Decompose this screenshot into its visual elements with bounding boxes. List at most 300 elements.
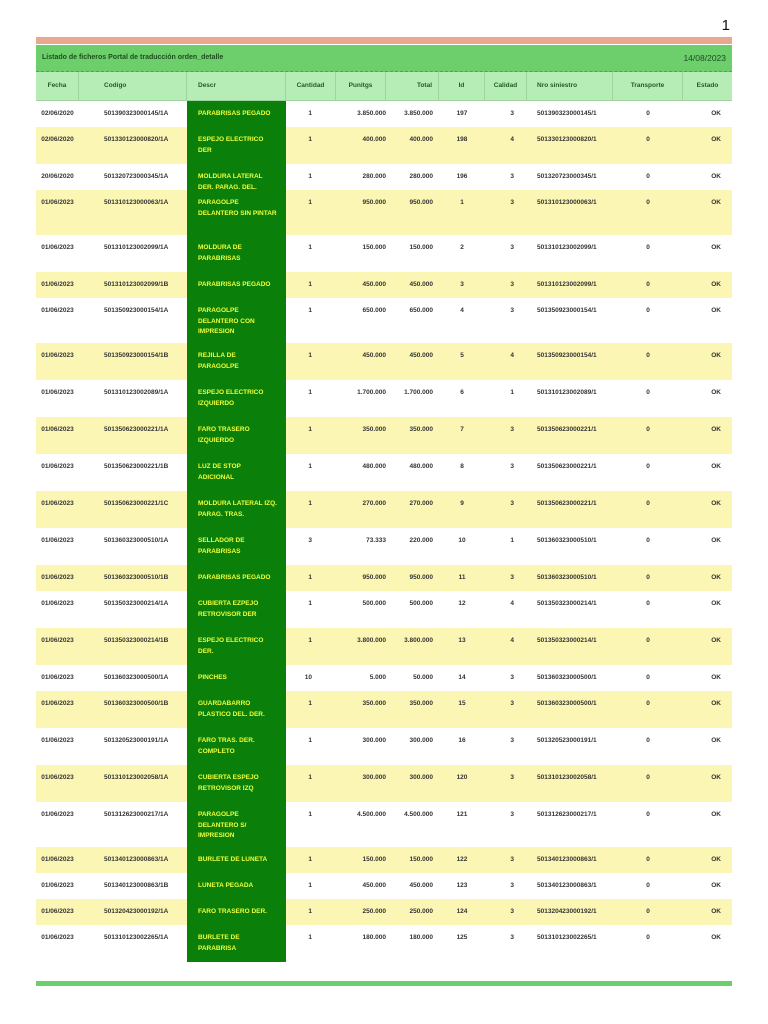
cell-codigo: 501350623000221/1B [104,463,169,470]
cell-descr: CUBIERTA EZPEJO RETROVISOR DER [187,591,286,628]
cell-cantidad: 1 [308,173,312,180]
table-row [36,417,732,454]
col-header-nro-siniestro: Nro siniestro [527,72,613,100]
cell-punitgs: 350.000 [362,700,386,707]
cell-id: 2 [460,244,464,251]
cell-calidad: 3 [510,426,514,433]
cell-descr: SELLADOR DE PARABRISAS [187,528,286,565]
cell-punitgs: 270.000 [362,500,386,507]
cell-codigo: 501350923000154/1B [104,352,169,359]
cell-calidad: 3 [510,463,514,470]
cell-nro-siniestro: 501310123002265/1 [537,934,597,941]
cell-calidad: 3 [510,674,514,681]
cell-descr: LUZ DE STOP ADICIONAL [187,454,286,491]
cell-punitgs: 4.500.000 [357,811,386,818]
cell-id: 12 [458,600,466,607]
table-row [36,565,732,591]
cell-descr: MOLDURA LATERAL DER. PARAG. DEL. [187,164,286,190]
cell-fecha: 01/06/2023 [41,882,74,889]
cell-descr: REJILLA DE PARAGOLPE [187,343,286,380]
cell-codigo: 501310123002265/1A [104,934,169,941]
cell-codigo: 501310123002099/1B [104,281,169,288]
col-header-transporte: Transporte [613,72,683,100]
cell-calidad: 3 [510,173,514,180]
cell-id: 11 [458,574,466,581]
cell-id: 123 [456,882,468,889]
cell-id: 5 [460,352,464,359]
cell-id: 10 [458,537,466,544]
cell-cantidad: 1 [308,426,312,433]
cell-punitgs: 480.000 [362,463,386,470]
cell-punitgs: 500.000 [362,600,386,607]
cell-transporte: 0 [646,389,650,396]
cell-total: 250.000 [409,908,433,915]
cell-fecha: 01/06/2023 [41,811,74,818]
cell-punitgs: 950.000 [362,574,386,581]
cell-total: 350.000 [409,700,433,707]
cell-fecha: 01/06/2023 [41,600,74,607]
cell-calidad: 3 [510,110,514,117]
cell-fecha: 01/06/2023 [41,244,74,251]
cell-punitgs: 450.000 [362,281,386,288]
table-row [36,628,732,665]
cell-estado: OK [711,574,721,581]
cell-estado: OK [711,737,721,744]
cell-nro-siniestro: 501320423000192/1 [537,908,597,915]
cell-nro-siniestro: 501350323000214/1 [537,600,597,607]
cell-calidad: 3 [510,934,514,941]
cell-estado: OK [711,244,721,251]
cell-descr: BURLETE DE LUNETA [187,847,286,873]
cell-transporte: 0 [646,908,650,915]
table-row [36,235,732,272]
cell-fecha: 01/06/2023 [41,463,74,470]
cell-cantidad: 1 [308,463,312,470]
cell-cantidad: 1 [308,281,312,288]
cell-calidad: 3 [510,700,514,707]
cell-fecha: 01/06/2023 [41,856,74,863]
cell-id: 121 [456,811,468,818]
cell-estado: OK [711,537,721,544]
cell-transporte: 0 [646,600,650,607]
cell-nro-siniestro: 501312623000217/1 [537,811,597,818]
page-number: 1 [721,17,730,34]
cell-descr: PARABRISAS PEGADO [187,101,286,127]
cell-cantidad: 1 [308,500,312,507]
cell-codigo: 501360323000510/1A [104,537,169,544]
cell-punitgs: 450.000 [362,882,386,889]
cell-fecha: 02/06/2020 [41,110,74,117]
cell-codigo: 501350623000221/1A [104,426,169,433]
cell-estado: OK [711,908,721,915]
cell-estado: OK [711,426,721,433]
cell-total: 300.000 [409,774,433,781]
cell-calidad: 3 [510,281,514,288]
cell-fecha: 01/06/2023 [41,574,74,581]
cell-total: 270.000 [409,500,433,507]
cell-cantidad: 1 [308,574,312,581]
cell-estado: OK [711,389,721,396]
col-header-fecha: Fecha [36,72,79,100]
cell-cantidad: 1 [308,110,312,117]
cell-fecha: 01/06/2023 [41,774,74,781]
cell-fecha: 01/06/2023 [41,908,74,915]
cell-punitgs: 450.000 [362,352,386,359]
cell-id: 8 [460,463,464,470]
cell-cantidad: 1 [308,307,312,314]
cell-transporte: 0 [646,244,650,251]
cell-punitgs: 150.000 [362,244,386,251]
cell-cantidad: 1 [308,882,312,889]
cell-calidad: 3 [510,774,514,781]
cell-cantidad: 1 [308,244,312,251]
cell-punitgs: 950.000 [362,199,386,206]
col-header-total: Total [386,72,439,100]
cell-id: 14 [458,674,466,681]
cell-calidad: 3 [510,199,514,206]
cell-punitgs: 150.000 [362,856,386,863]
cell-id: 124 [456,908,468,915]
cell-estado: OK [711,352,721,359]
cell-id: 197 [456,110,468,117]
cell-id: 6 [460,389,464,396]
col-header-descr: Descr [187,72,286,100]
cell-descr: PARABRISAS PEGADO [187,272,286,298]
cell-nro-siniestro: 501340123000863/1 [537,882,597,889]
cell-punitgs: 350.000 [362,426,386,433]
table-row [36,528,732,565]
cell-descr: PARABRISAS PEGADO [187,565,286,591]
cell-cantidad: 1 [308,199,312,206]
cell-fecha: 01/06/2023 [41,537,74,544]
cell-total: 50.000 [413,674,433,681]
cell-punitgs: 73.333 [366,537,386,544]
cell-transporte: 0 [646,674,650,681]
cell-total: 450.000 [409,281,433,288]
cell-calidad: 3 [510,882,514,889]
cell-calidad: 3 [510,244,514,251]
table-row [36,691,732,728]
cell-fecha: 02/06/2020 [41,136,74,143]
cell-total: 4.500.000 [404,811,433,818]
cell-cantidad: 1 [308,737,312,744]
cell-codigo: 501390323000145/1A [104,110,169,117]
cell-descr: MOLDURA LATERAL IZQ. PARAG. TRAS. [187,491,286,528]
table-row [36,343,732,380]
cell-descr: ESPEJO ELECTRICO DER [187,127,286,164]
cell-calidad: 3 [510,574,514,581]
cell-total: 650.000 [409,307,433,314]
cell-total: 950.000 [409,199,433,206]
cell-fecha: 01/06/2023 [41,281,74,288]
cell-nro-siniestro: 501310123002089/1 [537,389,597,396]
cell-descr: ESPEJO ELECTRICO IZQUIERDO [187,380,286,417]
cell-transporte: 0 [646,110,650,117]
cell-fecha: 01/06/2023 [41,426,74,433]
cell-total: 300.000 [409,737,433,744]
cell-nro-siniestro: 501350923000154/1 [537,307,597,314]
cell-estado: OK [711,173,721,180]
cell-nro-siniestro: 501350923000154/1 [537,352,597,359]
cell-id: 196 [456,173,468,180]
cell-fecha: 01/06/2023 [41,500,74,507]
cell-descr: FARO TRASERO DER. [187,899,286,925]
cell-transporte: 0 [646,737,650,744]
cell-descr: FARO TRAS. DER. COMPLETO [187,728,286,765]
cell-descr: MOLDURA DE PARABRISAS [187,235,286,272]
cell-id: 15 [458,700,466,707]
table-row [36,190,732,235]
cell-punitgs: 3.850.000 [357,110,386,117]
cell-descr: PARAGOLPE DELANTERO CON IMPRESION [187,298,286,343]
cell-fecha: 01/06/2023 [41,352,74,359]
cell-codigo: 501330123000820/1A [104,136,169,143]
cell-descr: PARAGOLPE DELANTERO SIN PINTAR [187,190,286,235]
cell-descr: CUBIERTA ESPEJO RETROVISOR IZQ [187,765,286,802]
cell-total: 950.000 [409,574,433,581]
cell-estado: OK [711,463,721,470]
cell-calidad: 4 [510,352,514,359]
cell-punitgs: 5.000 [369,674,386,681]
cell-codigo: 501350323000214/1A [104,600,169,607]
cell-nro-siniestro: 501360323000500/1 [537,674,597,681]
cell-cantidad: 1 [308,600,312,607]
cell-nro-siniestro: 501390323000145/1 [537,110,597,117]
report-title: Listado de ficheros Portal de traducción orden_detalle [42,54,224,61]
table-row [36,728,732,765]
cell-codigo: 501320723000345/1A [104,173,169,180]
table-header [36,72,732,101]
cell-transporte: 0 [646,574,650,581]
cell-nro-siniestro: 501310123002099/1 [537,244,597,251]
cell-nro-siniestro: 501350623000221/1 [537,463,597,470]
table-row [36,380,732,417]
cell-nro-siniestro: 501350323000214/1 [537,637,597,644]
cell-cantidad: 1 [308,811,312,818]
table-row [36,847,732,873]
table-row [36,765,732,802]
cell-punitgs: 3.800.000 [357,637,386,644]
cell-total: 500.000 [409,600,433,607]
table-row [36,164,732,190]
cell-codigo: 501360323000500/1A [104,674,169,681]
cell-transporte: 0 [646,307,650,314]
cell-cantidad: 1 [308,700,312,707]
cell-estado: OK [711,199,721,206]
cell-punitgs: 280.000 [362,173,386,180]
cell-transporte: 0 [646,199,650,206]
cell-estado: OK [711,674,721,681]
cell-cantidad: 1 [308,774,312,781]
cell-total: 280.000 [409,173,433,180]
cell-punitgs: 300.000 [362,737,386,744]
cell-transporte: 0 [646,537,650,544]
cell-transporte: 0 [646,426,650,433]
cell-codigo: 501340123000863/1B [104,882,169,889]
cell-transporte: 0 [646,136,650,143]
cell-descr: ESPEJO ELECTRICO DER. [187,628,286,665]
cell-codigo: 501310123000063/1A [104,199,169,206]
cell-transporte: 0 [646,637,650,644]
cell-nro-siniestro: 501310123000063/1 [537,199,597,206]
cell-total: 150.000 [409,244,433,251]
table-row [36,899,732,925]
cell-transporte: 0 [646,352,650,359]
cell-nro-siniestro: 501360323000510/1 [537,537,597,544]
cell-calidad: 4 [510,136,514,143]
cell-estado: OK [711,136,721,143]
cell-estado: OK [711,281,721,288]
cell-nro-siniestro: 501330123000820/1 [537,136,597,143]
table-row [36,127,732,164]
report-date: 14/08/2023 [683,53,726,63]
report-title-band [36,45,732,72]
cell-codigo: 501320423000192/1A [104,908,169,915]
col-header-calidad: Calidad [485,72,527,100]
cell-id: 1 [460,199,464,206]
cell-calidad: 3 [510,737,514,744]
cell-total: 3.800.000 [404,637,433,644]
cell-cantidad: 1 [308,637,312,644]
cell-total: 1.700.000 [404,389,433,396]
cell-fecha: 01/06/2023 [41,637,74,644]
cell-id: 16 [458,737,466,744]
cell-estado: OK [711,637,721,644]
cell-transporte: 0 [646,500,650,507]
cell-estado: OK [711,500,721,507]
cell-estado: OK [711,774,721,781]
cell-fecha: 01/06/2023 [41,199,74,206]
cell-cantidad: 1 [308,908,312,915]
table-row [36,454,732,491]
cell-estado: OK [711,700,721,707]
table-row [36,802,732,847]
cell-transporte: 0 [646,856,650,863]
table-row [36,491,732,528]
table-row [36,873,732,899]
cell-descr: FARO TRASERO IZQUIERDO [187,417,286,454]
cell-calidad: 3 [510,500,514,507]
cell-descr: GUARDABARRO PLASTICO DEL. DER. [187,691,286,728]
cell-nro-siniestro: 501320723000345/1 [537,173,597,180]
cell-estado: OK [711,307,721,314]
cell-id: 9 [460,500,464,507]
table-row [36,665,732,691]
cell-total: 450.000 [409,352,433,359]
cell-codigo: 501350323000214/1B [104,637,169,644]
cell-transporte: 0 [646,173,650,180]
top-accent-bar [36,37,732,44]
cell-punitgs: 180.000 [362,934,386,941]
cell-total: 220.000 [409,537,433,544]
cell-id: 13 [458,637,466,644]
cell-cantidad: 3 [308,537,312,544]
cell-fecha: 01/06/2023 [41,737,74,744]
cell-fecha: 01/06/2023 [41,674,74,681]
cell-total: 450.000 [409,882,433,889]
cell-codigo: 501310123002058/1A [104,774,169,781]
cell-transporte: 0 [646,882,650,889]
table-row [36,272,732,298]
cell-calidad: 3 [510,811,514,818]
cell-punitgs: 250.000 [362,908,386,915]
cell-punitgs: 1.700.000 [357,389,386,396]
cell-cantidad: 1 [308,856,312,863]
cell-id: 120 [456,774,468,781]
cell-calidad: 3 [510,908,514,915]
cell-fecha: 01/06/2023 [41,389,74,396]
cell-nro-siniestro: 501350623000221/1 [537,426,597,433]
cell-cantidad: 1 [308,352,312,359]
col-header-id: Id [439,72,485,100]
cell-punitgs: 400.000 [362,136,386,143]
cell-calidad: 4 [510,600,514,607]
cell-punitgs: 300.000 [362,774,386,781]
cell-total: 3.850.000 [404,110,433,117]
cell-id: 3 [460,281,464,288]
table-row [36,298,732,343]
cell-codigo: 501310123002089/1A [104,389,169,396]
cell-codigo: 501350623000221/1C [104,500,169,507]
cell-cantidad: 1 [308,389,312,396]
cell-fecha: 01/06/2023 [41,934,74,941]
cell-estado: OK [711,110,721,117]
cell-codigo: 501312623000217/1A [104,811,169,818]
cell-transporte: 0 [646,811,650,818]
cell-nro-siniestro: 501360323000510/1 [537,574,597,581]
cell-nro-siniestro: 501310123002099/1 [537,281,597,288]
cell-calidad: 4 [510,637,514,644]
cell-codigo: 501350923000154/1A [104,307,169,314]
table-row [36,101,732,127]
col-header-cantidad: Cantidad [286,72,336,100]
col-header-punitgs: Punitgs [336,72,386,100]
cell-calidad: 3 [510,307,514,314]
cell-calidad: 3 [510,856,514,863]
cell-codigo: 501340123000863/1A [104,856,169,863]
cell-estado: OK [711,882,721,889]
cell-estado: OK [711,600,721,607]
cell-descr: PARAGOLPE DELANTERO S/ IMPRESION [187,802,286,847]
cell-id: 122 [456,856,468,863]
cell-codigo: 501320523000191/1A [104,737,169,744]
cell-nro-siniestro: 501320523000191/1 [537,737,597,744]
cell-descr: PINCHES [187,665,286,691]
cell-nro-siniestro: 501340123000863/1 [537,856,597,863]
cell-transporte: 0 [646,463,650,470]
cell-transporte: 0 [646,281,650,288]
cell-transporte: 0 [646,700,650,707]
cell-total: 180.000 [409,934,433,941]
cell-descr: BURLETE DE PARABRISA [187,925,286,962]
cell-total: 400.000 [409,136,433,143]
cell-cantidad: 1 [308,136,312,143]
cell-codigo: 501360323000500/1B [104,700,169,707]
cell-calidad: 1 [510,389,514,396]
cell-id: 7 [460,426,464,433]
cell-estado: OK [711,934,721,941]
cell-id: 4 [460,307,464,314]
cell-transporte: 0 [646,934,650,941]
cell-cantidad: 1 [308,934,312,941]
cell-punitgs: 650.000 [362,307,386,314]
cell-fecha: 01/06/2023 [41,700,74,707]
cell-total: 150.000 [409,856,433,863]
cell-fecha: 20/06/2020 [41,173,74,180]
cell-descr: LUNETA PEGADA [187,873,286,899]
cell-nro-siniestro: 501310123002058/1 [537,774,597,781]
table-row [36,925,732,962]
